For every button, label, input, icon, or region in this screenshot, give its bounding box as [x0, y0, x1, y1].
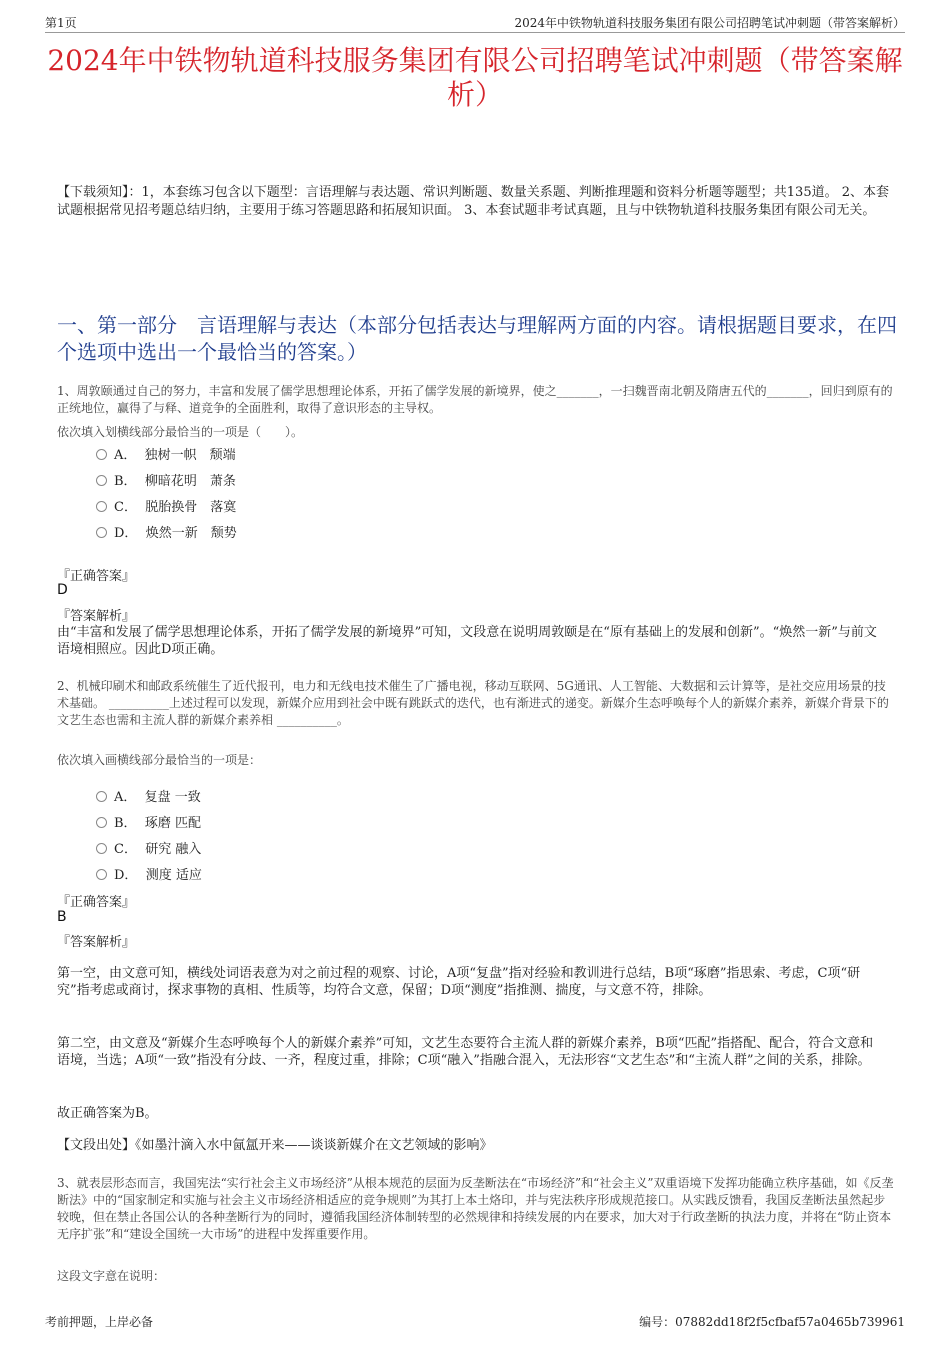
q2-conclusion: 故正确答案为B。	[57, 1106, 158, 1121]
radio-icon[interactable]	[96, 843, 107, 854]
q3-prompt: 这段文字意在说明：	[57, 1269, 166, 1283]
header-doc-title: 2024年中铁物轨道科技服务集团有限公司招聘笔试冲刺题（带答案解析）	[514, 16, 905, 30]
q2-analysis-2: 第二空，由文意及“新媒介生态呼唤每个人的新媒介素养”可知，文艺生态要符合主流人群的新媒介素养，B项“匹配”指搭配、配合，符合文意和语境，当选；A项“一致”指没有分歧、一齐，程度过重，排除；C项“融入”指融合混入，无法形容“文艺生态”和“主流人群”之间的关系，排除。	[57, 1036, 874, 1068]
section-heading: 一、第一部分 言语理解与表达（本部分包括表达与理解两方面的内容。请根据题目要求，在四个选项中选出一个最恰当的答案。）	[57, 313, 897, 364]
q1-answer: D	[57, 582, 68, 598]
q2-source: 【文段出处】《如墨汁滴入水中氤氲开来——谈谈新媒介在文艺领域的影响》	[57, 1138, 493, 1153]
q1-prompt: 依次填入划横线部分最恰当的一项是（ ）。	[57, 425, 304, 439]
radio-icon[interactable]	[96, 449, 107, 460]
footer-slogan: 考前押题，上岸必备	[45, 1315, 154, 1329]
page-header	[45, 12, 905, 33]
download-notice: 【下载须知】：1，本套练习包含以下题型：言语理解与表达题、常识判断题、数量关系题、判断推理题和资料分析题等题型；共135道。 2、本套试题根据常见招考题总结归纳，主要用于练习答题思路和拓展知识面。 3、本套试题非考试真题，且与中铁物轨道科技服务集团有限公司无关。	[57, 185, 889, 218]
q1-analysis-label: 『答案解析』	[57, 609, 136, 624]
q1-stem: 1、周敦颐通过自己的努力，丰富和发展了儒学思想理论体系，开拓了儒学发展的新境界，使之_______，一扫魏晋南北朝及隋唐五代的_______，回归到原有的正统地位，赢得了与释、道竞争的全面胜利，取得了意识形态的主导权。	[57, 384, 893, 415]
radio-icon[interactable]	[96, 501, 107, 512]
q2-analysis-label: 『答案解析』	[57, 935, 136, 950]
q2-answer-label: 『正确答案』	[57, 895, 136, 910]
q2-stem: 2、机械印刷术和邮政系统催生了近代报刊，电力和无线电技术催生了广播电视，移动互联网、5G通讯、人工智能、大数据和云计算等，是社交应用场景的技术基础。 __________上述过程可以发现，新媒介应用到社会中既有跳跃式的迭代，也有渐进式的递变。新媒介生态呼唤每个人的新媒介素养，新媒介背景下的文艺生态也需和主流人群的新媒介素养相 __________。	[57, 679, 889, 727]
radio-icon[interactable]	[96, 475, 107, 486]
q1-analysis: 由“丰富和发展了儒学思想理论体系，开拓了儒学发展的新境界”可知，文段意在说明周敦颐是在“原有基础上的发展和创新”。“焕然一新”与前文语境相照应。因此D项正确。	[57, 625, 877, 657]
radio-icon[interactable]	[96, 817, 107, 828]
q2-prompt: 依次填入画横线部分最恰当的一项是：	[57, 753, 262, 767]
footer-serial: 编号：07882dd18f2f5cfbaf57a0465b739961	[639, 1315, 905, 1329]
radio-icon[interactable]	[96, 869, 107, 880]
q2-answer: B	[57, 909, 67, 925]
q2-analysis-1: 第一空，由文意可知，横线处词语表意为对之前过程的观察、讨论，A项“复盘”指对经验和教训进行总结，B项“琢磨”指思索、考虑，C项“研究”指考虑或商讨，探求事物的真相、性质等，均符合文意，保留；D项“测度”指推测、揣度，与文意不符，排除。	[57, 966, 861, 998]
radio-icon[interactable]	[96, 527, 107, 538]
q3-stem: 3、就表层形态而言，我国宪法“实行社会主义市场经济”从根本规范的层面为反垄断法在“市场经济”和“社会主义”双重语境下发挥功能确立秩序基础，如《反垄断法》中的“国家制定和实施与社会主义市场经济相适应的竞争规则”为其打上本土烙印，并与宪法秩序形成规范接口。从实践反馈看，我国反垄断法虽然起步较晚，但在禁止各国公认的各种垄断行为的同时，遵循我国经济体制转型的必然规律和持续发展的内在要求，加大对于行政垄断的执法力度，并将在“防止资本无序扩张”和“建设全国统一大市场”的进程中发挥重要作用。	[57, 1176, 894, 1241]
document-title: 2024年中铁物轨道科技服务集团有限公司招聘笔试冲刺题（带答案解析）	[47, 44, 903, 111]
radio-icon[interactable]	[96, 791, 107, 802]
q1-answer-label: 『正确答案』	[57, 569, 136, 584]
page-number: 第1页	[45, 16, 77, 30]
